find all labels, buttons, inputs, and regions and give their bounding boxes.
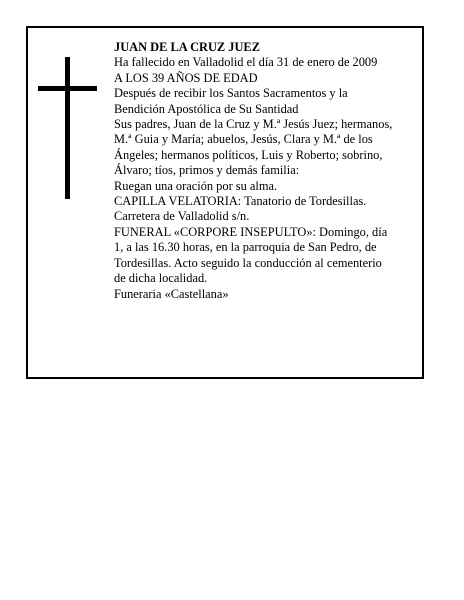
funeral-line: FUNERAL «CORPORE INSEPULTO»: Domingo, día (114, 224, 388, 239)
cross-icon-bar (38, 86, 97, 91)
funeral-line: 1, a las 16.30 horas, en la parroquia de San Pedro, de (114, 240, 377, 255)
sacraments-line: Después de recibir los Santos Sacramentos y la (114, 86, 348, 101)
funeral-home: Funeraria «Castellana» (114, 286, 229, 301)
prayer-line: Ruegan una oración por su alma. (114, 178, 278, 193)
chapel-paragraph (114, 194, 422, 225)
cross-icon (65, 57, 70, 199)
funeral-line: de dicha localidad. (114, 271, 208, 286)
sacraments-line: Bendición Apostólica de Su Santidad (114, 101, 299, 116)
deceased-name: JUAN DE LA CRUZ JUEZ (114, 40, 260, 54)
family-line: Sus padres, Juan de la Cruz y M.ª Jesús Juez; hermanos, (114, 117, 393, 132)
family-line: Ángeles; hermanos políticos, Luis y Roberto; sobrino, (114, 147, 383, 162)
chapel-line: Carretera de Valladolid s/n. (114, 209, 250, 224)
chapel-line: CAPILLA VELATORIA: Tanatorio de Tordesillas. (114, 194, 367, 209)
death-line: Ha fallecido en Valladolid el día 31 de enero de 2009 (114, 55, 378, 70)
funeral-line: Tordesillas. Acto seguido la conducción al cementerio (114, 255, 382, 270)
family-line: M.ª Guia y María; abuelos, Jesús, Clara y M.ª de los (114, 132, 373, 147)
obituary-notice (26, 26, 424, 379)
funeral-paragraph (114, 225, 422, 287)
family-line: Álvaro; tíos, primos y demás familia: (114, 163, 300, 178)
sacraments-paragraph (114, 86, 422, 117)
family-paragraph (114, 117, 422, 179)
age-line: A LOS 39 AÑOS DE EDAD (114, 70, 258, 85)
obituary-text (114, 40, 422, 302)
